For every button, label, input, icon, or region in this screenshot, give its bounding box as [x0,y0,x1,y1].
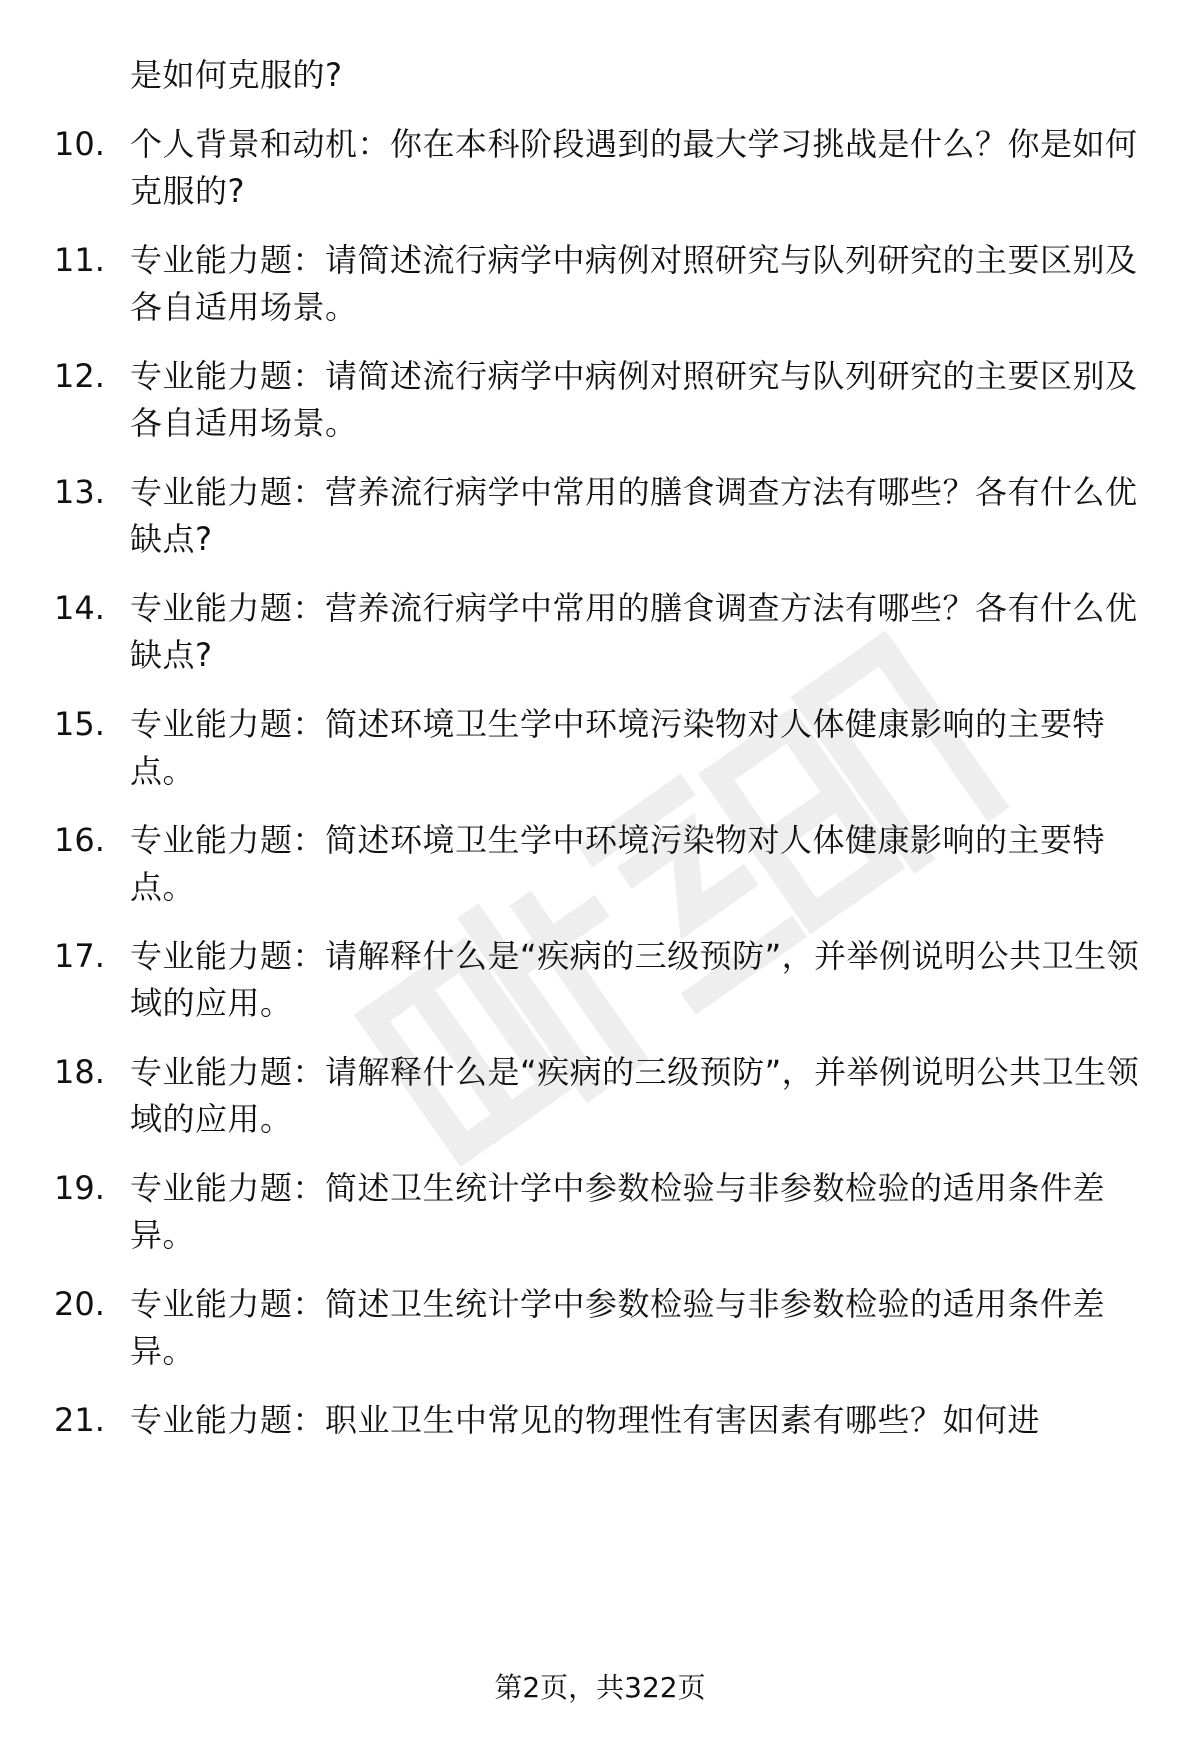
question-number: 15. [54,705,105,743]
question-item [0,1049,1200,1143]
question-item [0,933,1200,1027]
question-item [0,585,1200,679]
question-item [0,1165,1200,1259]
question-number: 21. [54,1401,105,1439]
question-item [0,701,1200,795]
question-text: 专业能力题：简述环境卫生学中环境污染物对人体健康影响的主要特点。 [130,821,1106,906]
question-item [0,1281,1200,1375]
continuation-text: 是如何克服的? [130,56,343,94]
question-number: 20. [54,1285,105,1323]
question-item [0,469,1200,563]
question-text: 专业能力题：请解释什么是“疾病的三级预防”，并举例说明公共卫生领域的应用。 [130,1053,1140,1138]
question-text: 专业能力题：营养流行病学中常用的膳食调查方法有哪些？各有什么优缺点? [130,589,1138,674]
question-number: 11. [54,241,105,279]
page-footer: 第2页，共322页 [494,1671,706,1704]
question-item [0,121,1200,215]
question-item [0,237,1200,331]
question-number: 17. [54,937,105,975]
question-number: 18. [54,1053,105,1091]
question-number: 14. [54,589,105,627]
question-number: 19. [54,1169,105,1207]
question-text: 专业能力题：请简述流行病学中病例对照研究与队列研究的主要区别及各自适用场景。 [130,241,1138,326]
question-text: 专业能力题：请解释什么是“疾病的三级预防”，并举例说明公共卫生领域的应用。 [130,937,1140,1022]
question-text: 个人背景和动机：你在本科阶段遇到的最大学习挑战是什么？你是如何克服的? [130,125,1138,210]
question-text: 专业能力题：请简述流行病学中病例对照研究与队列研究的主要区别及各自适用场景。 [130,357,1138,442]
question-text: 专业能力题：职业卫生中常见的物理性有害因素有哪些？如何进 [130,1401,1041,1439]
question-text: 专业能力题：简述卫生统计学中参数检验与非参数检验的适用条件差异。 [130,1285,1106,1370]
question-number: 10. [54,125,105,163]
question-text: 专业能力题：营养流行病学中常用的膳食调查方法有哪些？各有什么优缺点? [130,473,1138,558]
question-number: 16. [54,821,105,859]
question-number: 12. [54,357,105,395]
question-item [0,1397,1200,1444]
question-item [0,817,1200,911]
question-text: 专业能力题：简述卫生统计学中参数检验与非参数检验的适用条件差异。 [130,1169,1106,1254]
question-text: 专业能力题：简述环境卫生学中环境污染物对人体健康影响的主要特点。 [130,705,1106,790]
question-number: 13. [54,473,105,511]
question-list [0,52,1200,1444]
question-item [0,353,1200,447]
